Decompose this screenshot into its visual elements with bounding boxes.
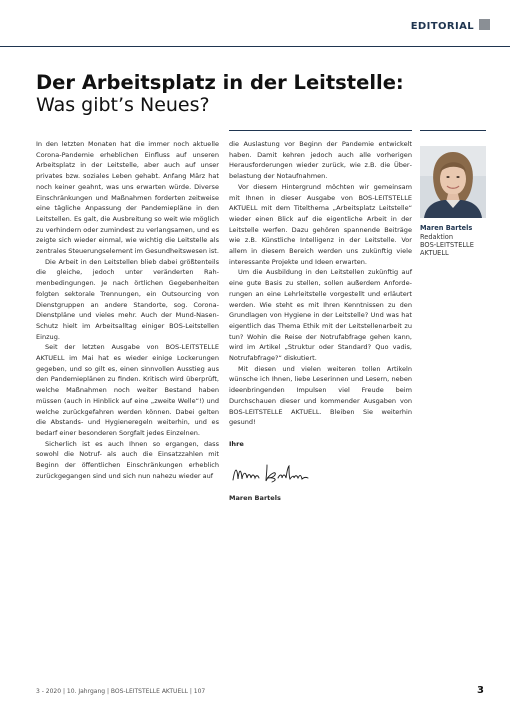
footer-issue-info: 3 - 2020 | 10. Jahrgang | BOS-LEITSTELLE AKTUELL | 107 — [36, 688, 206, 695]
handwritten-signature — [231, 460, 321, 488]
article-title: Der Arbeitsplatz in der Leitstelle: — [36, 71, 404, 94]
sidebar-divider — [420, 130, 486, 131]
paragraph: Mit diesen und vielen weiteren tollen Artikeln wünsche ich Ihnen, liebe Leserinnen und Lesern, neben ideenbringenden Impulsen viel Freude beim Durchschauen dieser und kommender Ausgaben von BOS-LEITSTELLE AKTUELL. Bleiben Sie weiterhin gesund! — [229, 364, 412, 427]
paragraph: die Auslastung vor Beginn der Pandemie entwickelt haben. Damit kehren jedoch auch alle vorherigen Herausforderungen wieder zurück, wie z.B. die Überbelastung der Notaufnahmen. — [229, 140, 412, 181]
page-number: 3 — [477, 685, 484, 696]
section-label: EDITORIAL — [410, 21, 474, 32]
header-divider — [0, 46, 510, 47]
signer-name: Maren Bartels — [229, 493, 281, 502]
author-photo — [420, 146, 486, 218]
author-role-line: Redaktion — [420, 232, 454, 241]
column-divider — [229, 130, 412, 131]
paragraph: Sicherlich ist es auch Ihnen so ergangen, dass sowohl die Notruf- als auch die Einsatzzahlen mit Beginn der öffentlichen Einschränkungen erheblich zurückgegangen sind und sich nun nahezu wieder auf — [36, 439, 219, 480]
closing-word: Ihre — [229, 439, 244, 448]
paragraph: Die Arbeit in den Leitstellen blieb dabei größtenteils die gleiche, jedoch unter veränderten Rahmenbedingungen. Je nach örtlichen Gegebenheiten folgten sektorale Trennungen, ein Outsourcing von Dienstgruppen an andere Standorte, sog. Corona-Dienstpläne und vieles mehr. Auch der Mund-Nasen-Schutz hielt im Arbeitsalltag einiger BOS-Leitstellen Einzug. — [36, 257, 219, 341]
author-name: Maren Bartels — [420, 224, 473, 232]
text-column-1 — [36, 139, 219, 482]
author-role — [420, 233, 500, 258]
section-square-marker — [479, 19, 490, 30]
paragraph: Um die Ausbildung in den Leitstellen zukünftig auf eine gute Basis zu stellen, sollen außerdem Anforderungen an eine Lehrleitstelle vorgestellt und erläutert werden. Wie steht es mit Ihren Kenntnissen zu den Grundlagen von Hygiene in der Leitstelle? Und was hat eigentlich das Thema Ethik mit der Leitstellenarbeit zu tun? Wohin die Reise der Notrufabfrage gehen kann, wird im Artikel „Struktur oder Standard? Quo vadis, Notrufabfrage?“ diskutiert. — [229, 268, 412, 363]
paragraph: Seit der letzten Ausgabe von BOS-LEITSTELLE AKTUELL im Mai hat es wieder einige Lockerungen gegeben, und so gilt es, einen sinnvollen Ausstieg aus den Pandemieplänen zu finden. Kritisch wird überprüft, welche Maßnahmen noch weiter Bestand haben müssen (auch in Hinblick auf eine „zweite Welle“!) und welche zurückgefahren werden können. Dabei gelten die Abstands- und Hygieneregeln weiterhin, und es bedarf einer besonderen Sorgfalt jedes Einzelnen. — [36, 343, 219, 437]
paragraph: Vor diesem Hintergrund möchten wir gemeinsam mit Ihnen in dieser Ausgabe von BOS-LEITSTELLE AKTUELL mit dem Titelthema „Arbeitsplatz Leitstelle“ wieder einen Blick auf die eigentliche Arbeit in der Leitstelle werfen. Dazu gehören spannende Beiträge wie z.B. Künstliche Intelligenz in der Leitstelle. Vor allem in diesem Bereich werden uns zukünftig viele interessante Projekte und Ideen erwarten. — [229, 182, 412, 266]
paragraph: In den letzten Monaten hat die immer noch aktuelle Corona-Pandemie erheblichen Einfluss auf unseren Arbeitsplatz in der Leitstelle, aber auch auf unser privates bzw. soziales Leben gehabt. Anfang März hat noch keiner geahnt, was uns erwarten würde. Diverse Einschränkungen und Maßnahmen forderten zeitweise eine tägliche Anpassung der Pandemiepläne in den Leitstellen. Es galt, die Ausbreitung so weit wie möglich zu verhindern oder zumindest zu verlangsamen, und es zeigte sich wieder einmal, wie wichtig die Leitstelle als zentrales Steuerungselement im Gesundheitswesen ist. — [36, 140, 219, 256]
article-subtitle: Was gibt’s Neues? — [36, 94, 210, 116]
text-column-2 — [229, 139, 412, 503]
author-role-line: BOS-LEITSTELLE — [420, 240, 474, 249]
author-role-line: AKTUELL — [420, 249, 449, 258]
